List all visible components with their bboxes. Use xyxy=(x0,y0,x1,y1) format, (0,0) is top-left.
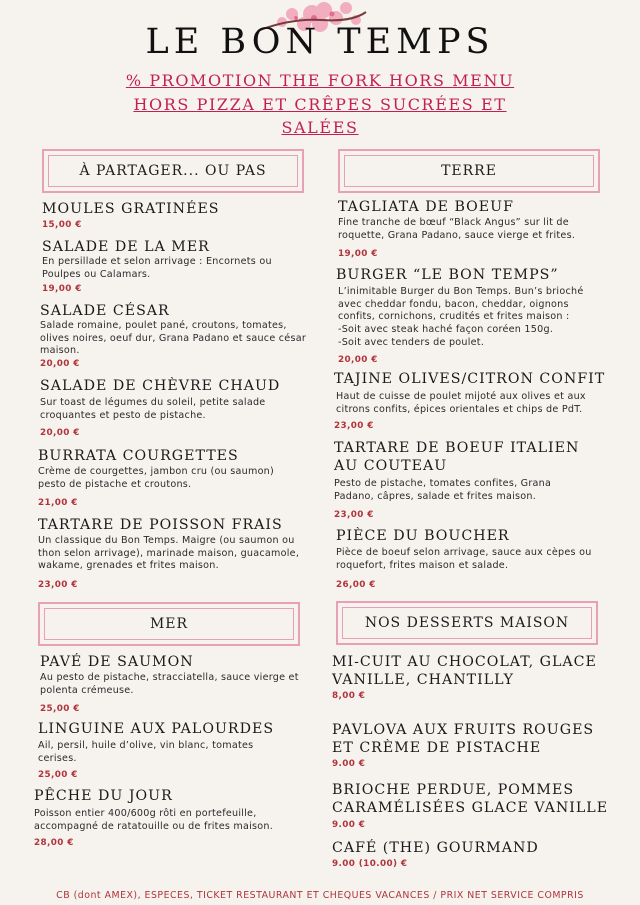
dish-price: 23,00 € xyxy=(334,421,374,431)
dish-description: Ail, persil, huile d’olive, vin blanc, tomates cerises. xyxy=(38,740,254,764)
dish-price: 26,00 € xyxy=(336,580,376,590)
dish-name: SALADE DE LA MER xyxy=(42,239,210,255)
dish-description: En persillade et selon arrivage : Encornets ou Poulpes ou Calamars. xyxy=(42,256,272,280)
dish-description-option: -Soit avec tenders de poulet. xyxy=(338,337,485,348)
dish-name: PIÈCE DU BOUCHER xyxy=(336,528,510,544)
dish-price: 25,00 € xyxy=(40,704,80,714)
dessert-name: BRIOCHE PERDUE, POMMES CARAMÉLISÉES GLACE VANILLE xyxy=(332,782,609,816)
dessert-name: CAFÉ (THE) GOURMAND xyxy=(332,840,539,856)
dessert-price: 9.00 € xyxy=(332,759,366,769)
dish-name: MOULES GRATINÉES xyxy=(42,201,220,217)
restaurant-title: LE BON TEMPS xyxy=(145,22,495,62)
dish-description: L’inimitable Burger du Bon Temps. Bun’s brioché avec cheddar fondu, bacon, cheddar, oignons confits, cornichons, crudités et frites maison : xyxy=(338,286,584,323)
dish-description: Haut de cuisse de poulet mijoté aux olives et aux citrons confits, épices orientales et chips de PdT. xyxy=(336,391,586,415)
dish-description: Sur toast de légumes du soleil, petite salade croquantes et pesto de pistache. xyxy=(40,397,266,421)
section-header-mer xyxy=(38,602,300,646)
dish-description: Au pesto de pistache, stracciatella, sauce vierge et polenta crémeuse. xyxy=(40,672,299,696)
section-title-partager: À PARTAGER... OU PAS xyxy=(79,163,267,179)
promo-line-3: SALÉES xyxy=(281,118,359,137)
dish-name: TARTARE DE BOEUF ITALIEN AU COUTEAU xyxy=(334,440,580,474)
dish-description: Crème de courgettes, jambon cru (ou saumon) pesto de pistache et croutons. xyxy=(38,466,275,490)
dish-price: 23,00 € xyxy=(38,580,78,590)
dish-price: 20,00 € xyxy=(338,355,378,365)
dessert-price: 9.00 (10.00) € xyxy=(332,859,408,869)
dish-price: 19,00 € xyxy=(42,284,82,294)
dessert-name: PAVLOVA AUX FRUITS ROUGES ET CRÈME DE PISTACHE xyxy=(332,722,595,756)
section-title-desserts: NOS DESSERTS MAISON xyxy=(364,615,570,631)
dish-description: Un classique du Bon Temps. Maigre (ou saumon ou thon selon arrivage), marinade maison, guacamole, wakame, grenades et frites maison. xyxy=(38,535,300,572)
dish-price: 19,00 € xyxy=(338,249,378,259)
dish-description: Fine tranche de bœuf “Black Angus” sur lit de roquette, Grana Padano, sauce vierge et frites. xyxy=(338,217,576,241)
section-header-partager xyxy=(42,149,304,193)
dish-name: LINGUINE AUX PALOURDES xyxy=(38,721,275,737)
dish-description: Salade romaine, poulet pané, croutons, tomates, olives noires, oeuf dur, Grana Padano et sauce césar maison. xyxy=(40,320,307,357)
section-header-terre xyxy=(338,149,600,193)
dish-name: TAJINE OLIVES/CITRON CONFIT xyxy=(334,371,606,387)
dish-description-option: -Soit avec steak haché façon coréen 150g. xyxy=(338,324,554,335)
dish-price: 21,00 € xyxy=(38,498,78,508)
dish-description: Pièce de boeuf selon arrivage, sauce aux cèpes ou roquefort, frites maison et salade. xyxy=(336,547,592,571)
dessert-name: MI-CUIT AU CHOCOLAT, GLACE VANILLE, CHANTILLY xyxy=(332,654,597,688)
dish-name: PAVÉ DE SAUMON xyxy=(40,654,194,670)
section-header-desserts xyxy=(336,601,598,645)
dish-price: 20,00 € xyxy=(40,359,80,369)
dish-description: Pesto de pistache, tomates confites, Grana Padano, câpres, salade et frites maison. xyxy=(334,478,552,502)
dish-name: BURGER “LE BON TEMPS” xyxy=(336,267,559,283)
dish-name: BURRATA COURGETTES xyxy=(38,448,239,464)
dish-name: SALADE DE CHÈVRE CHAUD xyxy=(40,378,281,394)
dish-name: SALADE CÉSAR xyxy=(40,303,170,319)
dish-name: TARTARE DE POISSON FRAIS xyxy=(38,517,283,533)
dessert-price: 8,00 € xyxy=(332,691,366,701)
dish-description: Poisson entier 400/600g rôti en portefeuille, accompagné de ratatouille ou de frites maison. xyxy=(34,808,274,832)
dish-price: 20,00 € xyxy=(40,428,80,438)
section-title-terre: TERRE xyxy=(441,163,497,179)
promo-line-2: HORS PIZZA ET CRÊPES SUCRÉES ET xyxy=(133,95,507,114)
payment-footer: CB (dont AMEX), ESPECES, TICKET RESTAURANT ET CHEQUES VACANCES / PRIX NET SERVICE COMPRIS xyxy=(56,890,584,901)
promo-line-1: % PROMOTION THE FORK HORS MENU xyxy=(125,71,515,90)
section-title-mer: MER xyxy=(149,616,189,632)
dish-price: 15,00 € xyxy=(42,220,82,230)
dish-name: TAGLIATA DE BOEUF xyxy=(338,199,514,215)
dessert-price: 9.00 € xyxy=(332,820,366,830)
dish-name: PÊCHE DU JOUR xyxy=(34,788,173,804)
dish-price: 25,00 € xyxy=(38,770,78,780)
dish-price: 28,00 € xyxy=(34,838,74,848)
dish-price: 23,00 € xyxy=(334,510,374,520)
